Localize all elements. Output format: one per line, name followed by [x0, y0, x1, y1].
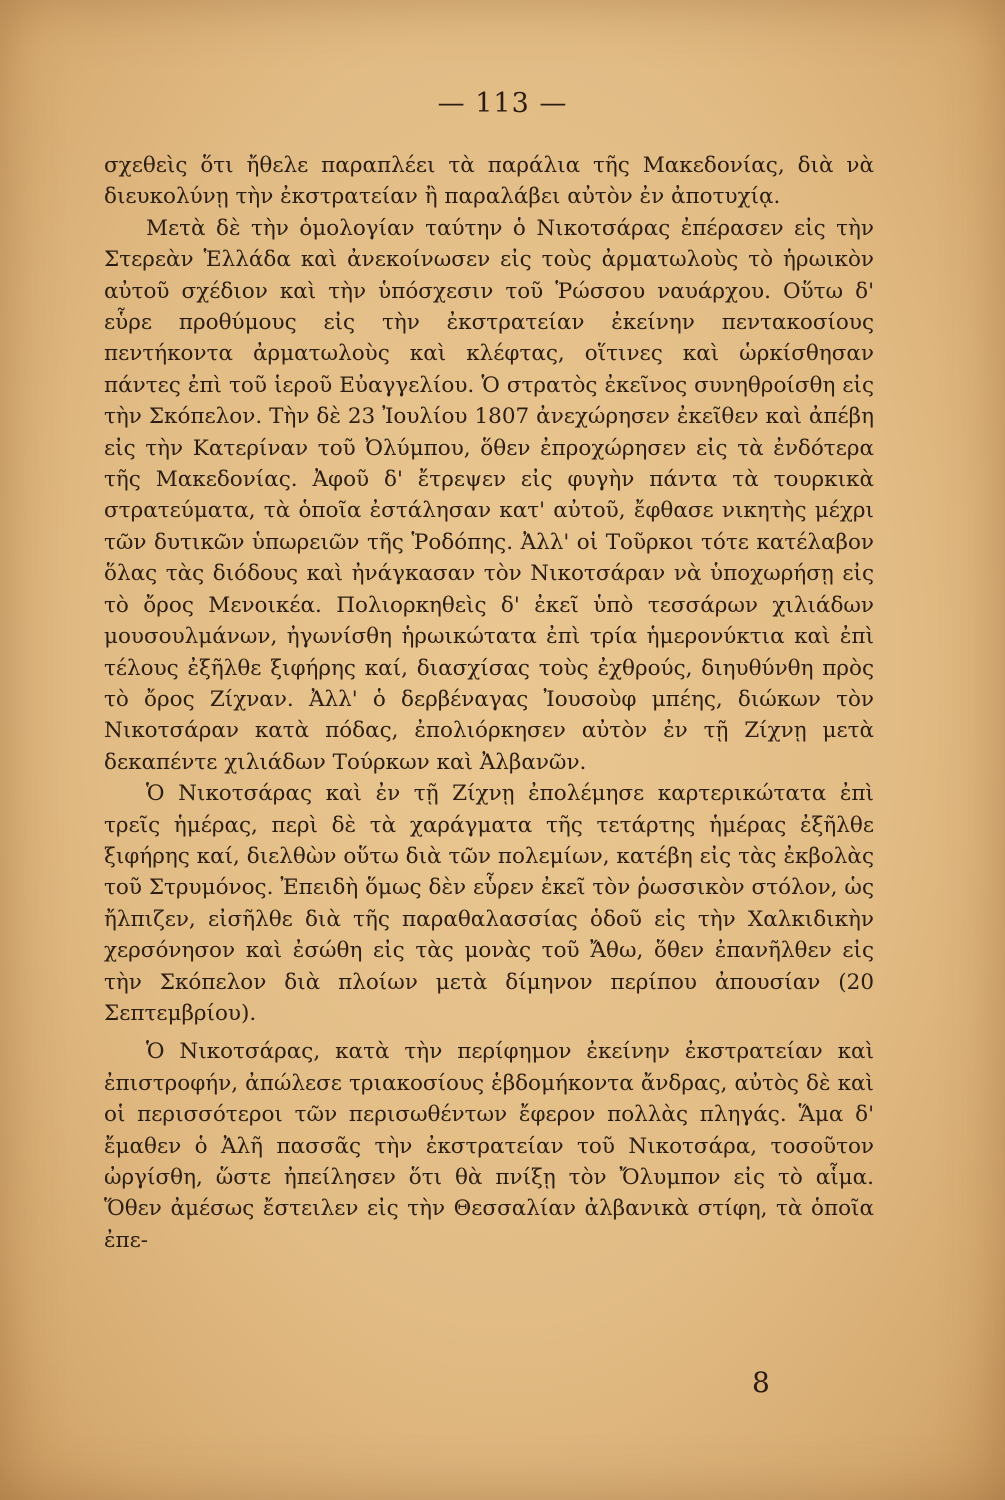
body-text [104, 150, 874, 1256]
paragraph-continuation: σχεθεὶς ὅτι ἤθελε παραπλέει τὰ παράλια τῆς Μακεδονίας, διὰ νὰ διευκολύνῃ τὴν ἐκστρατείαν ἢ παραλάβει αὐτὸν ἐν ἀποτυχίᾳ. [104, 153, 874, 210]
printer-signature-mark: 8 [752, 1366, 770, 1399]
paragraph-campaign: Μετὰ δὲ τὴν ὁμολογίαν ταύτην ὁ Νικοτσάρας ἐπέρασεν εἰς τὴν Στερεὰν Ἑλλάδα καὶ ἀνεκοίνωσεν εἰς τοὺς ἀρματωλοὺς τὸ ἡρωικὸν αὐτοῦ σχέδιον καὶ τὴν ὑπόσχεσιν τοῦ Ῥώσσου ναυάρχου. Οὕτω δ' εὗρε προθύμους εἰς τὴν ἐκστρατείαν ἐκείνην πεντακοσίους πεντήκοντα ἀρματωλοὺς καὶ κλέφτας, οἵτινες καὶ ὡρκίσθησαν πάντες ἐπὶ τοῦ ἱεροῦ Εὐαγγελίου. Ὁ στρατὸς ἐκεῖνος συνηθροίσθη εἰς τὴν Σκόπελον. Τὴν δὲ 23 Ἰουλίου 1807 ἀνεχώρησεν ἐκεῖθεν καὶ ἀπέβη εἰς τὴν Κατερίναν τοῦ Ὀλύμπου, ὅθεν ἐπροχώρησεν εἰς τὰ ἐνδότερα τῆς Μακεδονίας. Ἀφοῦ δ' ἔτρεψεν εἰς φυγὴν πάντα τὰ τουρκικὰ στρατεύματα, τὰ ὁποῖα ἐστάλησαν κατ' αὐτοῦ, ἔφθασε νικητὴς μέχρι τῶν δυτικῶν ὑπωρειῶν τῆς Ῥοδόπης. Ἀλλ' οἱ Τοῦρκοι τότε κατέλαβον ὅλας τὰς διόδους καὶ ἠνάγκασαν τὸν Νικοτσάραν νὰ ὑποχωρήσῃ εἰς τὸ ὄρος Μενοικέα. Πολιορκηθεὶς δ' ἐκεῖ ὑπὸ τεσσάρων χιλιάδων μουσουλμάνων, ἠγωνίσθη ἡρωικώτατα ἐπὶ τρία ἡμερονύκτια καὶ ἐπὶ τέλους ἐξῆλθε ξιφήρης καί, διασχίσας τοὺς ἐχθρούς, διηυθύνθη πρὸς τὸ ὄρος Ζίχναν. Ἀλλ' ὁ δερβέναγας Ἰουσοὺφ μπέης, διώκων τὸν Νικοτσάραν κατὰ πόδας, ἐπολιόρκησεν αὐτὸν ἐν τῇ Ζίχνῃ μετὰ δεκαπέντε χιλιάδων Τούρκων καὶ Ἀλβανῶν. [104, 215, 874, 775]
paragraph-zichna: Ὁ Νικοτσάρας καὶ ἐν τῇ Ζίχνῃ ἐπολέμησε καρτερικώτατα ἐπὶ τρεῖς ἡμέρας, περὶ δὲ τὰ χαράγματα τῆς τετάρτης ἡμέρας ἐξῆλθε ξιφήρης καί, διελθὼν οὕτω διὰ τῶν πολεμίων, κατέβη εἰς τὰς ἐκβολὰς τοῦ Στρυμόνος. Ἐπειδὴ ὅμως δὲν εὗρεν ἐκεῖ τὸν ῥωσσικὸν στόλον, ὡς ἤλπιζεν, εἰσῆλθε διὰ τῆς παραθαλασσίας ὁδοῦ εἰς τὴν Χαλκιδικὴν χερσόνησον καὶ ἐσώθη εἰς τὰς μονὰς τοῦ Ἄθω, ὅθεν ἐπανῆλθεν εἰς τὴν Σκόπελον διὰ πλοίων μετὰ δίμηνον περίπου ἀπουσίαν (20 Σεπτεμβρίου). [104, 781, 874, 1026]
paragraph-losses: Ὁ Νικοτσάρας, κατὰ τὴν περίφημον ἐκείνην ἐκστρατείαν καὶ ἐπιστροφήν, ἀπώλεσε τριακοσίους ἑβδομήκοντα ἄνδρας, αὐτὸς δὲ καὶ οἱ περισσότεροι τῶν περισωθέντων ἔφερον πολλὰς πληγάς. Ἅμα δ' ἔμαθεν ὁ Ἀλῆ πασσᾶς τὴν ἐκστρατείαν τοῦ Νικοτσάρα, τοσοῦτον ὠργίσθη, ὥστε ἠπείλησεν ὅτι θὰ πνίξῃ τὸν Ὄλυμπον εἰς τὸ αἷμα. Ὅθεν ἀμέσως ἔστειλεν εἰς τὴν Θεσσαλίαν ἀλβανικὰ στίφη, τὰ ὁποῖα ἐπε- [104, 1039, 874, 1253]
page-number-header: — 113 — [437, 88, 568, 119]
